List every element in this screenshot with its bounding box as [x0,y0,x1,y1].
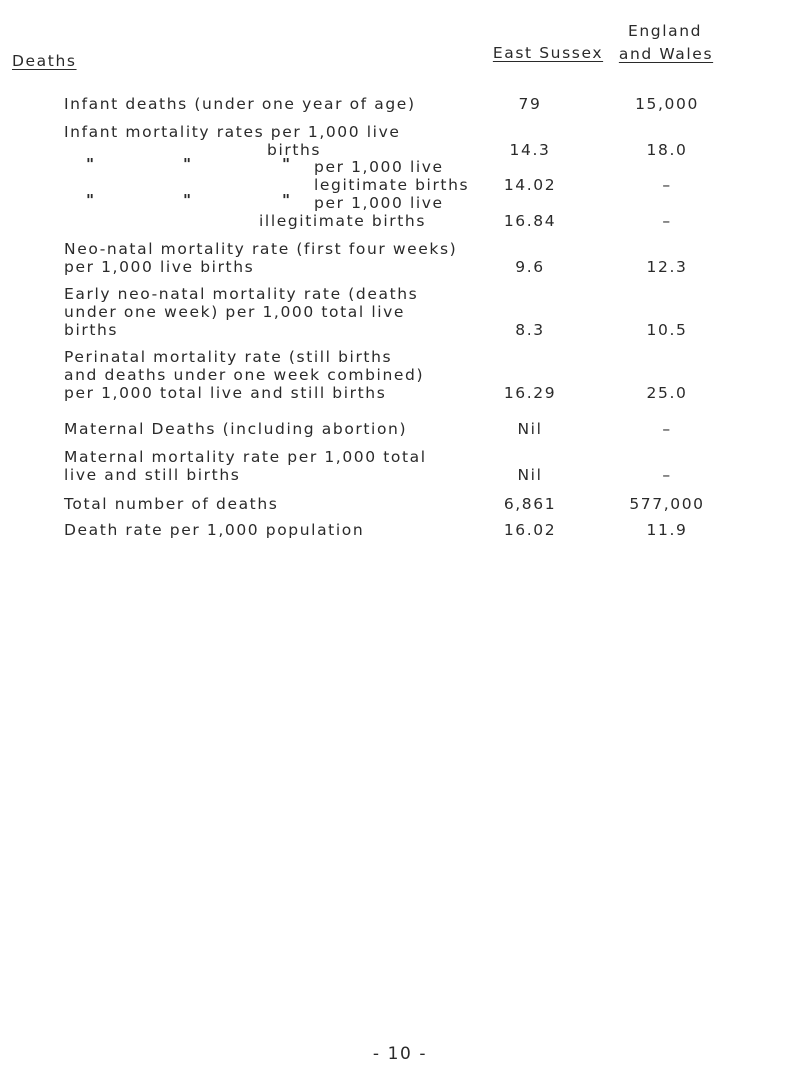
value-east-sussex: 9.6 [515,258,545,276]
value-england-wales: 15,000 [635,95,699,113]
row-label: illegitimate births [259,212,427,230]
value-east-sussex: 16.84 [503,212,557,230]
value-england-wales: 12.3 [646,258,688,276]
row-label: Early neo-natal mortality rate (deaths [64,285,419,303]
row-label: per 1,000 total live and still births [64,384,387,402]
value-east-sussex: 16.02 [503,521,557,539]
value-england-wales: – [662,176,672,194]
value-east-sussex: 14.02 [503,176,557,194]
value-england-wales: 577,000 [629,495,705,513]
value-england-wales: 11.9 [646,521,688,539]
value-east-sussex: Nil [517,420,543,438]
ditto-mark: " [282,191,291,209]
value-east-sussex: Nil [517,466,543,484]
column-header-england-wales-line1: England [627,22,703,40]
row-label: Neo-natal mortality rate (first four weeks) [64,240,458,258]
row-label: Infant mortality rates per 1,000 live [64,123,401,141]
ditto-mark: " [86,155,95,173]
row-label: live and still births [64,466,241,484]
value-england-wales: – [662,212,672,230]
page-number: - 10 - [372,1044,428,1064]
ditto-mark: " [183,191,192,209]
row-label: Total number of deaths [64,495,279,513]
row-label: per 1,000 live births [64,258,255,276]
row-label: per 1,000 live [314,158,444,176]
row-label: legitimate births [314,176,470,194]
row-label: Maternal Deaths (including abortion) [64,420,408,438]
value-east-sussex: 79 [518,95,542,113]
column-header-england-wales-line2: and Wales [618,45,714,63]
row-label: Perinatal mortality rate (still births [64,348,393,366]
value-east-sussex: 8.3 [515,321,545,339]
row-label: Death rate per 1,000 population [64,521,365,539]
column-header-east-sussex: East Sussex [492,44,604,62]
value-england-wales: 18.0 [646,141,688,159]
row-label: births [267,141,322,159]
value-england-wales: – [662,466,672,484]
ditto-mark: " [86,191,95,209]
value-england-wales: 25.0 [646,384,688,402]
section-title: Deaths [12,52,77,70]
row-label: births [64,321,119,339]
row-label: Maternal mortality rate per 1,000 total [64,448,427,466]
row-label: and deaths under one week combined) [64,366,425,384]
value-england-wales: 10.5 [646,321,688,339]
row-label: Infant deaths (under one year of age) [64,95,416,113]
ditto-mark: " [282,155,291,173]
value-east-sussex: 14.3 [509,141,551,159]
value-east-sussex: 16.29 [503,384,557,402]
row-label: under one week) per 1,000 total live [64,303,406,321]
ditto-mark: " [183,155,192,173]
value-east-sussex: 6,861 [503,495,557,513]
row-label: per 1,000 live [314,194,444,212]
value-england-wales: – [662,420,672,438]
